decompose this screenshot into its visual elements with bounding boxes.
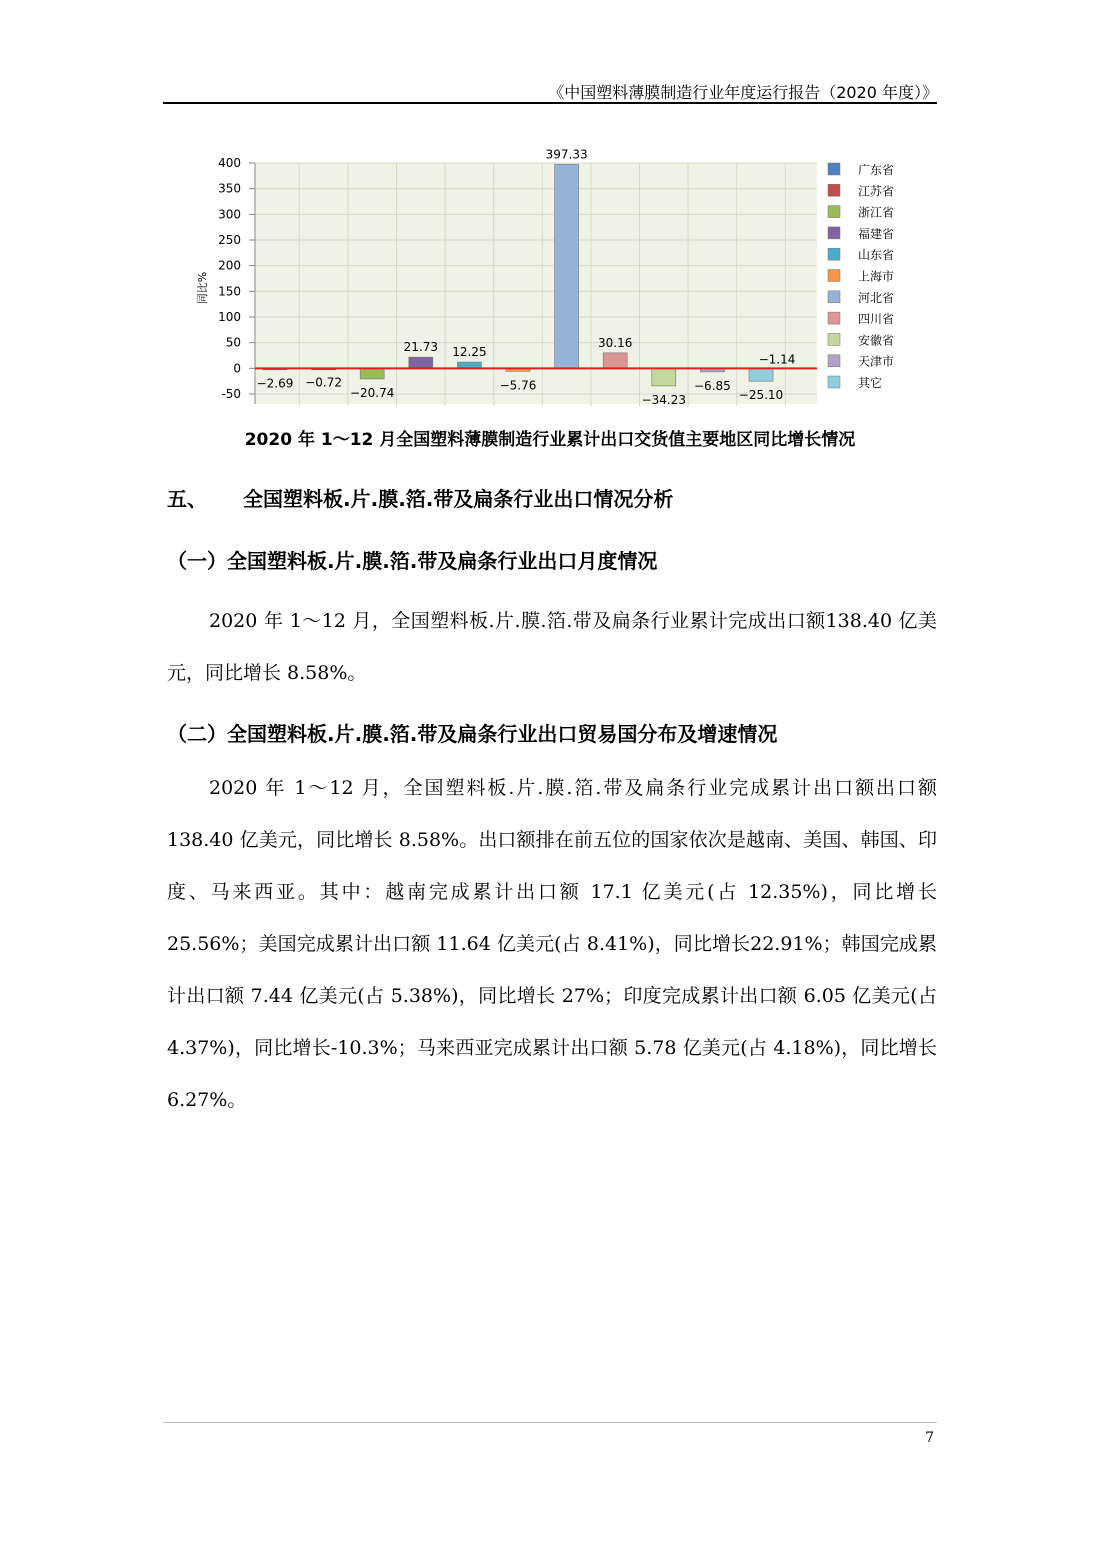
subsection-1-heading: （一）全国塑料板.片.膜.箔.带及扁条行业出口月度情况	[167, 549, 658, 573]
value-label: −1.14	[758, 352, 796, 367]
value-label: −5.76	[499, 378, 537, 393]
legend-label: 福建省	[858, 226, 895, 241]
y-tick-label: 300	[218, 207, 241, 222]
legend-swatch	[828, 248, 840, 260]
y-tick-label: 0	[233, 361, 241, 376]
running-header: 《中国塑料薄膜制造行业年度运行报告（2020 年度）》	[548, 83, 938, 102]
legend-swatch	[828, 312, 840, 324]
y-tick-label: 250	[218, 233, 241, 247]
y-tick-label: -50	[221, 387, 241, 401]
legend-swatch	[828, 163, 840, 175]
value-label: −34.23	[641, 392, 687, 407]
legend-label: 其它	[858, 376, 883, 390]
legend-label: 四川省	[858, 312, 895, 327]
subsection-2-heading: （二）全国塑料板.片.膜.箔.带及扁条行业出口贸易国分布及增速情况	[167, 722, 778, 746]
value-label: −2.69	[256, 376, 294, 391]
legend-swatch	[828, 355, 840, 367]
y-tick-label: 100	[218, 310, 241, 324]
legend-swatch	[828, 227, 840, 239]
legend-label: 广东省	[858, 163, 895, 177]
bar	[749, 368, 773, 381]
value-label: 12.25	[452, 345, 487, 360]
legend-label: 上海市	[858, 269, 895, 284]
section-title: 全国塑料板.片.膜.箔.带及扁条行业出口情况分析	[243, 487, 674, 511]
legend-label: 天津市	[858, 354, 895, 369]
header-rule	[163, 102, 937, 104]
legend-swatch	[828, 270, 840, 282]
footer-rule	[163, 1422, 937, 1423]
legend-swatch	[828, 206, 840, 218]
value-label: −20.74	[349, 385, 395, 400]
value-label: 30.16	[598, 335, 633, 350]
legend-label: 江苏省	[858, 184, 895, 199]
legend-label: 安徽省	[858, 333, 895, 348]
bar	[555, 164, 579, 368]
y-tick-label: 350	[218, 181, 241, 196]
section-5-heading	[167, 483, 673, 512]
legend-label: 山东省	[858, 248, 895, 263]
section-number: 五、	[167, 487, 207, 511]
legend-label: 浙江省	[858, 205, 895, 220]
subsection-1-paragraph: 2020 年 1～12 月，全国塑料板.片.膜.箔.带及扁条行业累计完成出口额138.40 亿美元，同比增长 8.58%。	[167, 610, 937, 684]
chart-caption: 2020 年 1～12 月全国塑料薄膜制造行业累计出口交货值主要地区同比增长情况	[244, 430, 856, 450]
value-label: −6.85	[694, 378, 731, 393]
subsection-2-paragraph: 2020 年 1～12 月，全国塑料板.片.膜.箔.带及扁条行业完成累计出口额出口额 138.40 亿美元，同比增长 8.58%。出口额排在前五位的国家依次是越南、美国、韩国、印度、马来西亚。其中：越南完成累计出口额 17.1 亿美元(占 12.35%)，同比增长 25.56%；美国完成累计出口额 11.64 亿美元(占 8.41%)，同比增长22.91%；韩国完成累计出口额 7.44 亿美元(占 5.38%)，同比增长 27%；印度完成累计出口额 6.05 亿美元(占 4.37%)，同比增长-10.3%；马来西亚完成累计出口额 5.78 亿美元(占 4.18%)，同比增长 6.27%。	[167, 777, 937, 1111]
value-label: 21.73	[403, 340, 438, 355]
legend-swatch	[828, 291, 840, 303]
page-number: 7	[925, 1430, 934, 1446]
legend-swatch	[828, 376, 840, 388]
value-label: 397.33	[545, 147, 588, 162]
bar	[360, 368, 384, 379]
legend-swatch	[828, 184, 840, 196]
legend	[828, 162, 894, 390]
bar-chart	[190, 140, 920, 420]
y-tick-label: 200	[218, 258, 241, 273]
legend-swatch	[828, 333, 840, 345]
bar	[603, 353, 627, 368]
legend-label: 河北省	[858, 290, 895, 305]
y-axis-ticks	[218, 156, 255, 404]
y-tick-label: 400	[218, 156, 241, 170]
bar	[409, 357, 433, 368]
y-tick-label: 50	[225, 335, 241, 350]
value-label: −0.72	[305, 375, 342, 390]
value-label: −25.10	[738, 388, 784, 403]
bar	[652, 368, 676, 386]
y-axis-label: 同比%	[196, 271, 209, 305]
y-tick-label: 150	[218, 284, 241, 299]
